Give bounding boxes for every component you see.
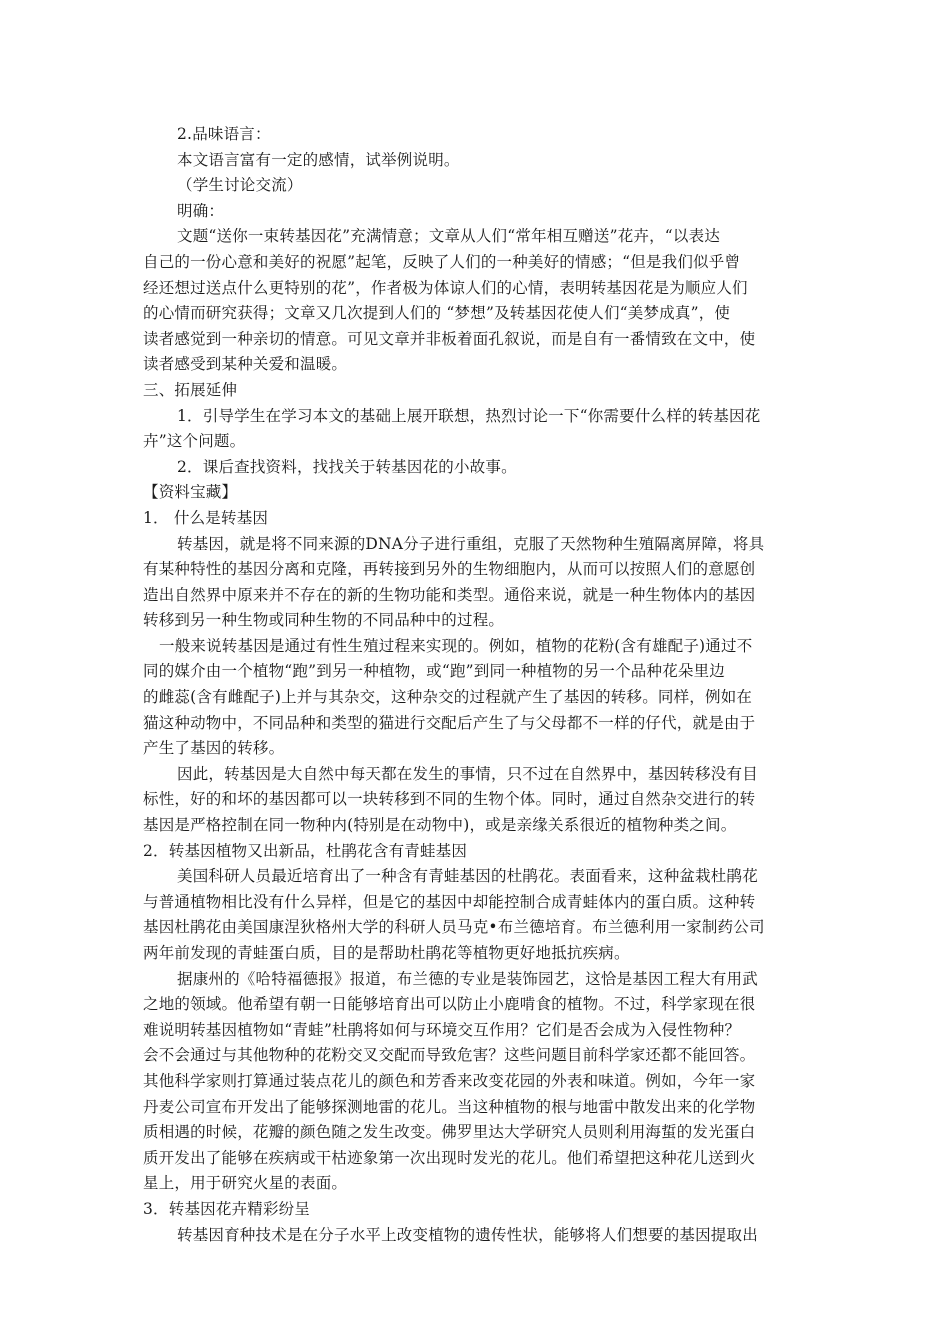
text-line: 本文语言富有一定的感情，试举例说明。 xyxy=(177,150,460,169)
text-line: 2.品味语言： xyxy=(177,125,271,143)
text-line: 的雌蕊(含有雌配子)上并与其杂交，这种杂交的过程就产生了基因的转移。同样，例如在 xyxy=(143,688,753,707)
text-line: 丹麦公司宣布开发出了能够探测地雷的花儿。当这种植物的根与地雷中散发出来的化学物 xyxy=(143,1097,756,1116)
text-line: 美国科研人员最近培育出了一种含有青蛙基因的杜鹃花。表面看来，这种盆栽杜鹃花 xyxy=(177,867,758,886)
text-line: 2．课后查找资料，找找关于转基因花的小故事。 xyxy=(177,457,517,476)
text-line: 造出自然界中原来并不存在的新的生物功能和类型。通俗来说，就是一种生物体内的基因 xyxy=(143,585,756,604)
subsection-heading: 2．转基因植物又出新品，杜鹃花含有青蛙基因 xyxy=(143,841,468,860)
text-line: 文题“送你一束转基因花”充满情意；文章从人们“常年相互赠送”花卉，“以表达 xyxy=(177,227,721,246)
section-heading: 【资料宝藏】 xyxy=(143,483,238,502)
text-line: 会不会通过与其他物种的花粉交叉交配而导致危害？这些问题目前科学家还都不能回答。 xyxy=(143,1046,756,1065)
text-line: 标性，好的和坏的基因都可以一块转移到不同的生物个体。同时，通过自然杂交进行的转 xyxy=(143,790,756,809)
text-line: 一般来说转基因是通过有性生殖过程来实现的。例如，植物的花粉(含有雄配子)通过不 xyxy=(159,636,753,655)
text-line: 难说明转基因植物如“青蛙”杜鹃将如何与环境交互作用？它们是否会成为入侵性物种？ xyxy=(143,1020,741,1039)
text-line: 与普通植物相比没有什么异样，但是它的基因中却能控制合成青蛙体内的蛋白质。这种转 xyxy=(143,892,756,911)
text-line: 其他科学家则打算通过装点花儿的颜色和芳香来改变花园的外表和味道。例如，今年一家 xyxy=(143,1071,756,1090)
text-line: 自己的一份心意和美好的祝愿”起笔，反映了人们的一种美好的情感；“但是我们似乎曾 xyxy=(143,252,741,271)
text-line: 两年前发现的青蛙蛋白质，目的是帮助杜鹃花等植物更好地抵抗疾病。 xyxy=(143,944,630,962)
text-line: 卉”这个问题。 xyxy=(143,432,246,451)
text-line: 产生了基因的转移。 xyxy=(143,739,285,758)
text-line: 有某种特性的基因分离和克隆，再转接到另外的生物细胞内，从而可以按照人们的意愿创 xyxy=(143,560,756,579)
text-line: 的心情而研究获得；文章又几次提到人们的 “梦想”及转基因花使人们“美梦成真”，使 xyxy=(143,304,731,323)
text-line: 基因是严格控制在同一物种内(特别是在动物中)，或是亲缘关系很近的植物种类之间。 xyxy=(143,816,737,835)
text-line: 质开发出了能够在疾病或干枯迹象第一次出现时发光的花儿。他们希望把这种花儿送到火 xyxy=(143,1148,756,1167)
text-line: 转移到另一种生物或同种生物的不同品种中的过程。 xyxy=(143,611,505,630)
text-line: 质相遇的时候，花瓣的颜色随之发生改变。佛罗里达大学研究人员则利用海蜇的发光蛋白 xyxy=(143,1123,756,1142)
section-heading: 三、拓展延伸 xyxy=(143,380,238,399)
text-line: 猫这种动物中，不同品种和类型的猫进行交配后产生了与父母都不一样的仔代，就是由于 xyxy=(143,713,756,732)
text-line: 1．引导学生在学习本文的基础上展开联想，热烈讨论一下“你需要什么样的转基因花 xyxy=(177,406,761,425)
text-line: 经还想过送点什么更特别的花”，作者极为体谅人们的心情，表明转基因花是为顺应人们 xyxy=(143,278,748,297)
text-line: 据康州的《哈特福德报》报道，布兰德的专业是装饰园艺，这恰是基因工程大有用武 xyxy=(177,969,758,988)
subsection-heading: 3．转基因花卉精彩纷呈 xyxy=(143,1199,311,1218)
text-line: 之地的领域。他希望有朝一日能够培育出可以防止小鹿啃食的植物。不过，科学家现在很 xyxy=(143,995,756,1014)
text-line: 因此，转基因是大自然中每天都在发生的事情，只不过在自然界中，基因转移没有目 xyxy=(177,764,758,783)
text-line: 明确： xyxy=(177,201,225,220)
text-line: 基因杜鹃花由美国康涅狄格州大学的科研人员马克•布兰德培育。布兰德利用一家制药公司 xyxy=(143,918,765,937)
text-line: 同的媒介由一个植物“跑”到另一种植物，或“跑”到同一种植物的另一个品种花朵里边 xyxy=(143,662,725,681)
text-line: 读者感受到某种关爱和温暖。 xyxy=(143,355,348,374)
subsection-heading: 1． 什么是转基因 xyxy=(143,508,269,527)
document-page xyxy=(143,122,810,1248)
text-line: 读者感觉到一种亲切的情意。可见文章并非板着面孔叙说，而是自有一番情致在文中，使 xyxy=(143,329,756,348)
text-line: 转基因育种技术是在分子水平上改变植物的遗传性状，能够将人们想要的基因提取出 xyxy=(177,1225,758,1244)
text-line: 转基因，就是将不同来源的DNA分子进行重组，克服了天然物种生殖隔离屏障，将具 xyxy=(177,534,765,553)
text-line: 星上，用于研究火星的表面。 xyxy=(143,1174,348,1193)
text-line: （学生讨论交流） xyxy=(177,176,303,195)
